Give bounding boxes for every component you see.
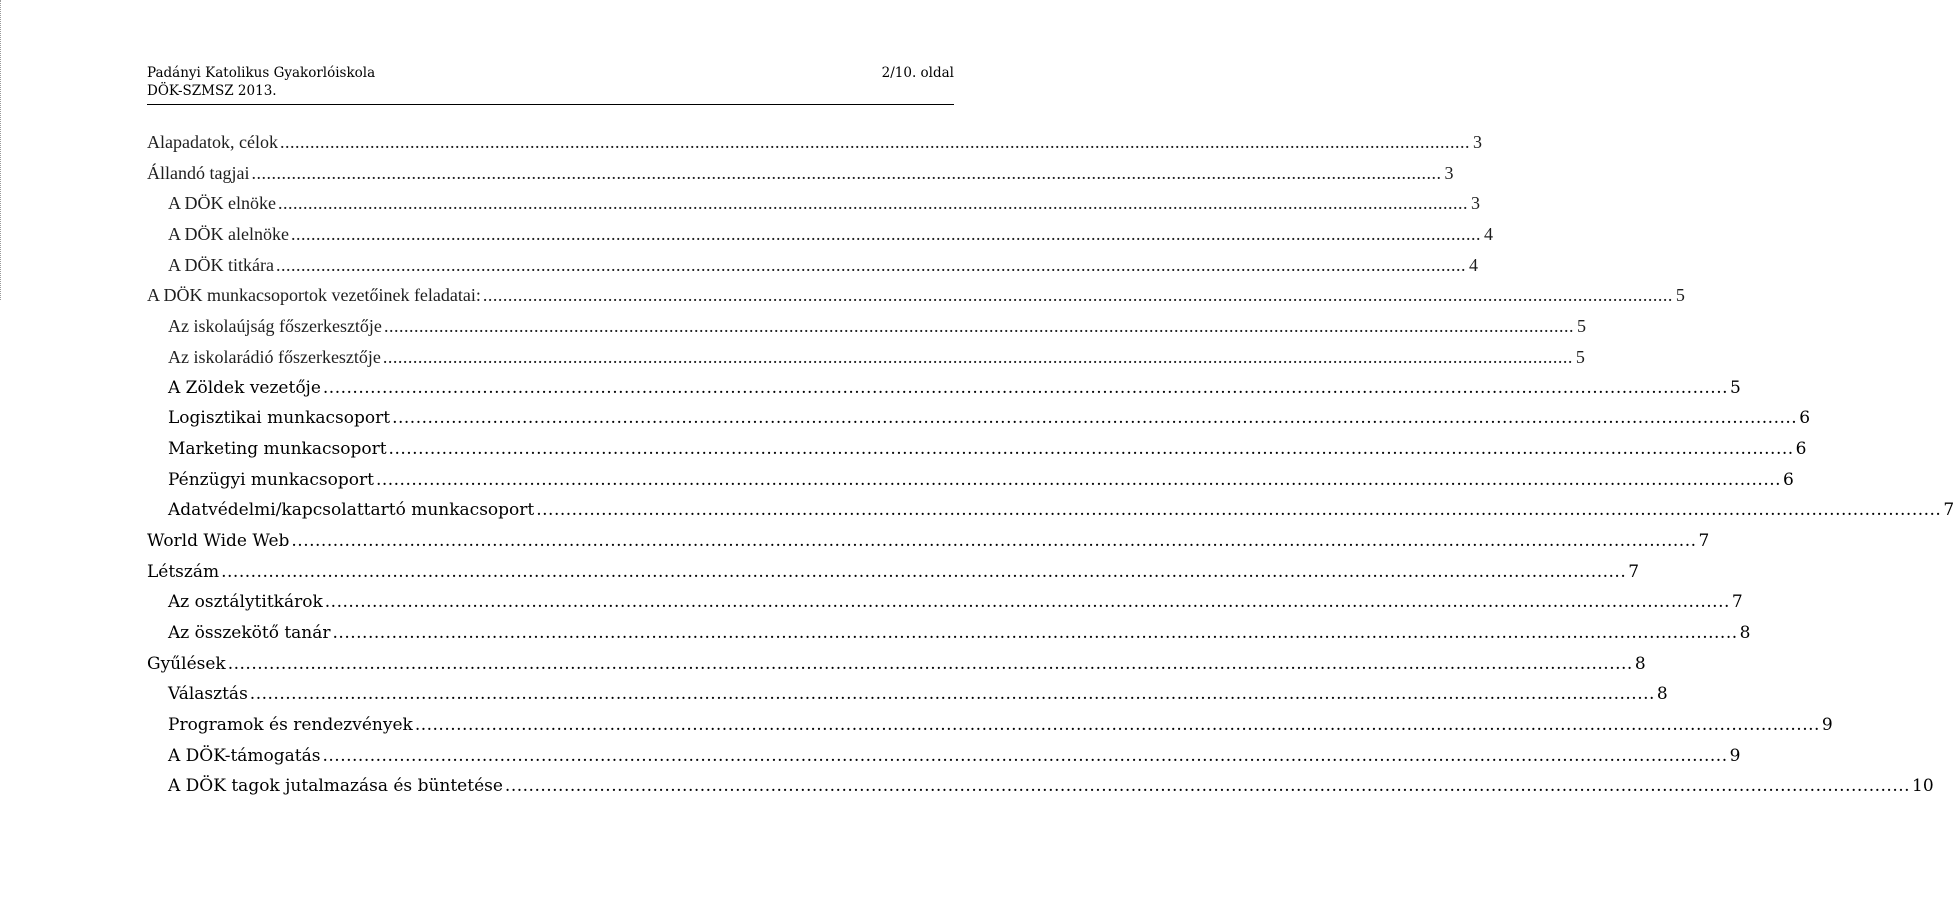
toc-entry[interactable] [147, 557, 1640, 588]
toc-entry[interactable] [147, 250, 1478, 281]
toc-dot-leader [323, 373, 1728, 404]
toc-entry[interactable] [147, 771, 1934, 802]
header-page-indicator: 2/10. oldal [881, 65, 954, 81]
toc-entry-label[interactable]: Létszám [147, 561, 220, 582]
toc-dot-leader [251, 158, 1441, 189]
toc-entry-page-number[interactable]: 9 [1729, 745, 1741, 766]
toc-dot-leader [278, 188, 1468, 219]
toc-entry-label[interactable]: Az iskolaújság főszerkesztője [168, 316, 382, 337]
toc-entry[interactable] [147, 188, 1480, 219]
toc-entry-label[interactable]: Az osztálytitkárok [168, 592, 323, 613]
toc-entry-label[interactable]: A DÖK alelnöke [168, 224, 289, 245]
toc-entry[interactable] [147, 434, 1807, 465]
toc-entry-page-number[interactable]: 3 [1472, 132, 1482, 152]
header-left [147, 64, 375, 100]
header-school-name: Padányi Katolikus Gyakorlóiskola [147, 65, 376, 81]
toc-entry-label[interactable]: A Zöldek vezetője [168, 377, 321, 398]
page-header [147, 64, 954, 105]
toc-entry-page-number[interactable]: 4 [1468, 254, 1478, 275]
toc-dot-leader [389, 434, 1794, 465]
toc-entry-page-number[interactable]: 3 [1444, 162, 1454, 183]
table-of-contents [147, 127, 1954, 802]
toc-entry-page-number[interactable]: 9 [1821, 715, 1833, 736]
toc-entry-label[interactable]: Az iskolarádió főszerkesztője [168, 346, 381, 367]
toc-entry[interactable] [147, 280, 1685, 311]
toc-dot-leader [325, 587, 1730, 618]
toc-entry-page-number[interactable]: 8 [1656, 684, 1668, 705]
toc-entry[interactable] [147, 403, 1811, 434]
toc-dot-leader [221, 557, 1626, 588]
toc-dot-leader [228, 649, 1633, 680]
toc-entry[interactable] [147, 495, 1954, 526]
toc-entry-page-number[interactable]: 6 [1799, 408, 1811, 429]
toc-entry[interactable] [147, 679, 1668, 710]
toc-entry-label[interactable]: A DÖK tagok jutalmazása és büntetése [168, 776, 503, 797]
toc-entry-label[interactable]: A DÖK elnöke [168, 193, 276, 214]
toc-entry-label[interactable]: Pénzügyi munkacsoport [168, 469, 374, 490]
toc-entry-label[interactable]: Marketing munkacsoport [168, 438, 387, 459]
toc-entry[interactable] [147, 158, 1454, 189]
toc-entry[interactable] [147, 741, 1741, 772]
toc-dot-leader [536, 495, 1941, 526]
toc-entry[interactable] [147, 373, 1741, 404]
toc-entry-page-number[interactable]: 5 [1575, 346, 1585, 367]
toc-dot-leader [276, 250, 1466, 281]
toc-dot-leader [376, 465, 1781, 496]
toc-entry[interactable] [147, 587, 1743, 618]
toc-entry-label[interactable]: A DÖK-támogatás [168, 745, 321, 766]
toc-dot-leader [383, 342, 1573, 373]
toc-entry-label[interactable]: Logisztikai munkacsoport [168, 408, 391, 429]
toc-dot-leader [291, 526, 1696, 557]
toc-entry-label[interactable]: Adatvédelmi/kapcsolattartó munkacsoport [168, 500, 535, 521]
toc-entry-label[interactable]: Az összekötő tanár [168, 623, 331, 643]
toc-entry-label[interactable]: World Wide Web [147, 530, 290, 551]
toc-entry[interactable] [147, 526, 1710, 557]
toc-entry-page-number[interactable]: 10 [1912, 776, 1934, 797]
toc-dot-leader [415, 710, 1820, 741]
toc-entry-page-number[interactable]: 4 [1483, 224, 1493, 245]
toc-dot-leader [291, 219, 1481, 250]
toc-entry-page-number[interactable]: 6 [1783, 469, 1794, 490]
toc-entry-page-number[interactable]: 7 [1943, 500, 1954, 521]
toc-entry-page-number[interactable]: 5 [1730, 377, 1741, 398]
toc-entry-label[interactable]: A DÖK munkacsoportok vezetőinek feladatai: [147, 285, 481, 306]
toc-dot-leader [250, 679, 1655, 710]
toc-entry-page-number[interactable]: 3 [1470, 193, 1480, 214]
toc-dot-leader [505, 771, 1910, 802]
toc-entry-page-number[interactable]: 5 [1576, 316, 1586, 337]
toc-dot-leader [333, 618, 1738, 649]
toc-entry-page-number[interactable]: 8 [1634, 653, 1646, 674]
toc-dot-leader [280, 127, 1470, 158]
toc-entry[interactable] [147, 219, 1493, 250]
toc-entry-page-number[interactable]: 8 [1739, 623, 1751, 643]
toc-entry-label[interactable]: Választás [168, 684, 248, 705]
toc-entry-page-number[interactable]: 5 [1675, 285, 1685, 306]
toc-dot-leader [384, 311, 1574, 342]
toc-entry[interactable] [147, 311, 1586, 342]
toc-entry-page-number[interactable]: 7 [1628, 561, 1640, 582]
toc-entry-label[interactable]: A DÖK titkára [168, 254, 274, 275]
toc-entry-page-number[interactable]: 7 [1698, 530, 1710, 551]
toc-dot-leader [392, 403, 1797, 434]
toc-entry[interactable] [147, 127, 1482, 158]
toc-entry-page-number[interactable]: 6 [1795, 438, 1807, 459]
toc-entry[interactable] [147, 710, 1833, 741]
toc-entry-label[interactable]: Programok és rendezvények [168, 715, 413, 736]
toc-dot-leader [323, 741, 1728, 772]
toc-entry-label[interactable]: Állandó tagjai [147, 162, 250, 183]
toc-entry[interactable] [147, 465, 1794, 496]
toc-entry-label[interactable]: Alapadatok, célok [147, 132, 278, 152]
toc-entry[interactable] [147, 342, 1585, 373]
margin-guide [0, 0, 1, 300]
header-document-id: DÖK-SZMSZ 2013. [147, 83, 277, 99]
toc-dot-leader [483, 280, 1673, 311]
toc-entry[interactable] [147, 649, 1646, 680]
toc-entry[interactable] [147, 618, 1751, 649]
toc-entry-page-number[interactable]: 7 [1731, 592, 1743, 613]
toc-entry-label[interactable]: Gyűlések [147, 653, 226, 674]
